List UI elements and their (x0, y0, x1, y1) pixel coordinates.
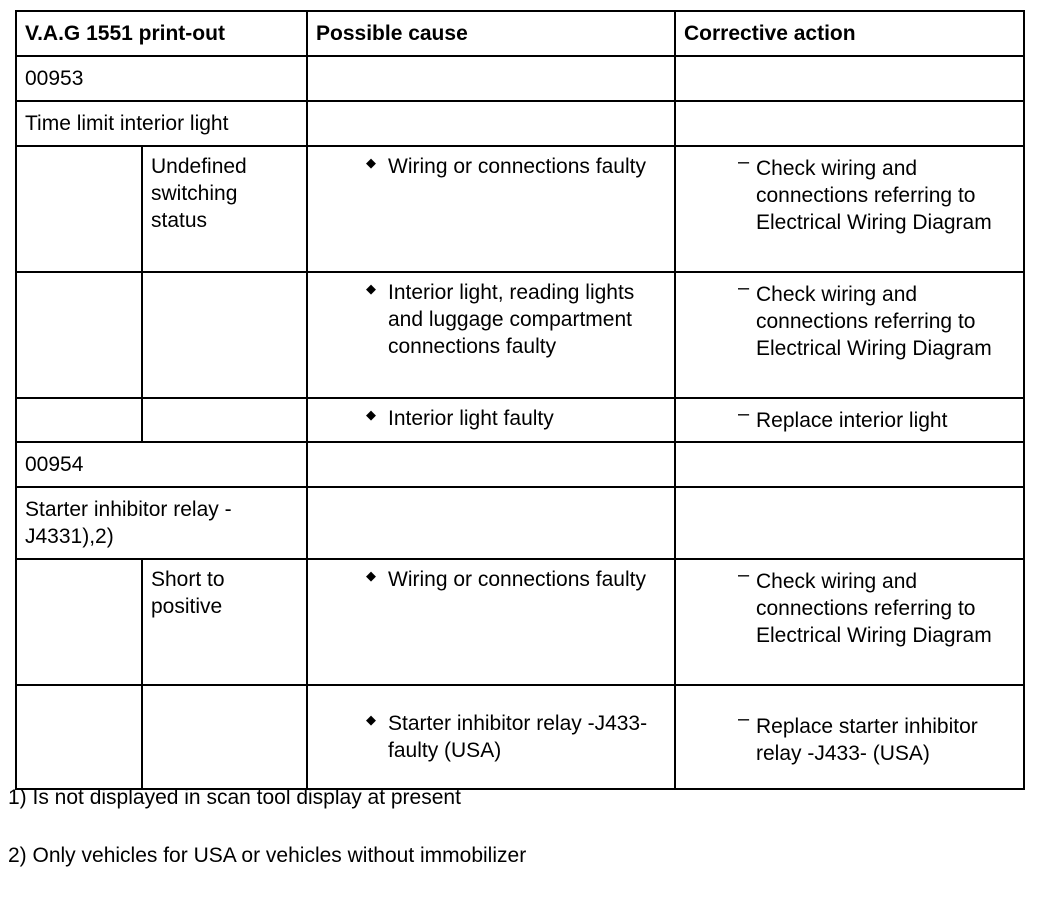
corrective-action (675, 146, 1024, 272)
empty-cell (16, 559, 142, 685)
empty-cell (307, 487, 675, 559)
action-text: Replace starter inhibitor relay -J433- (USA) (756, 715, 978, 765)
switching-status: Undefined switching status (142, 146, 307, 272)
switching-status (142, 398, 307, 442)
empty-cell (307, 56, 675, 101)
possible-cause (307, 685, 675, 789)
possible-cause (307, 272, 675, 398)
fault-title: Starter inhibitor relay -J4331),2) (16, 487, 307, 559)
fault-code-row (16, 442, 1024, 487)
possible-cause (307, 146, 675, 272)
corrective-action (675, 559, 1024, 685)
empty-cell (675, 101, 1024, 146)
bullet-diamond-icon: ◆ (366, 712, 376, 727)
empty-cell (307, 101, 675, 146)
fault-code-row (16, 56, 1024, 101)
dash-icon: – (738, 564, 750, 586)
dash-icon: – (738, 403, 750, 425)
corrective-action (675, 398, 1024, 442)
bullet-diamond-icon: ◆ (366, 281, 376, 296)
dash-icon: – (738, 277, 750, 299)
empty-cell (675, 56, 1024, 101)
footnote-2: 2) Only vehicles for USA or vehicles without immobilizer (8, 844, 527, 867)
possible-cause (307, 559, 675, 685)
header-corrective-action: Corrective action (675, 11, 1024, 56)
empty-cell (16, 146, 142, 272)
table-header-row (16, 11, 1024, 56)
fault-title-row (16, 101, 1024, 146)
empty-cell (675, 487, 1024, 559)
header-printout: V.A.G 1551 print-out (16, 11, 307, 56)
bullet-diamond-icon: ◆ (366, 568, 376, 583)
table-row (16, 685, 1024, 789)
switching-status (142, 272, 307, 398)
fault-code: 00954 (16, 442, 307, 487)
dash-icon: – (738, 151, 750, 173)
bullet-diamond-icon: ◆ (366, 155, 376, 170)
fault-title-row (16, 487, 1024, 559)
cause-text: Starter inhibitor relay -J433- faulty (USA) (388, 712, 648, 762)
footnotes (8, 784, 526, 900)
header-possible-cause: Possible cause (307, 11, 675, 56)
fault-title: Time limit interior light (16, 101, 307, 146)
dash-icon: – (738, 708, 750, 730)
switching-status: Short to positive (142, 559, 307, 685)
corrective-action (675, 272, 1024, 398)
action-text: Check wiring and connections referring to Electrical Wiring Diagram (756, 157, 992, 234)
cause-text: Interior light, reading lights and luggage compartment connections faulty (388, 281, 635, 358)
table-row (16, 398, 1024, 442)
empty-cell (675, 442, 1024, 487)
empty-cell (16, 272, 142, 398)
cause-text: Wiring or connections faulty (388, 568, 646, 591)
empty-cell (16, 685, 142, 789)
corrective-action (675, 685, 1024, 789)
action-text: Check wiring and connections referring to Electrical Wiring Diagram (756, 283, 992, 360)
fault-table (15, 10, 1025, 790)
table-row (16, 146, 1024, 272)
action-text: Replace interior light (756, 409, 948, 432)
table-row (16, 559, 1024, 685)
footnote-1: 1) Is not displayed in scan tool display at present (8, 786, 461, 809)
table-row (16, 272, 1024, 398)
switching-status (142, 685, 307, 789)
empty-cell (307, 442, 675, 487)
bullet-diamond-icon: ◆ (366, 407, 376, 422)
action-text: Check wiring and connections referring to Electrical Wiring Diagram (756, 570, 992, 647)
empty-cell (16, 398, 142, 442)
possible-cause (307, 398, 675, 442)
cause-text: Wiring or connections faulty (388, 155, 646, 178)
fault-code: 00953 (16, 56, 307, 101)
cause-text: Interior light faulty (388, 407, 554, 430)
